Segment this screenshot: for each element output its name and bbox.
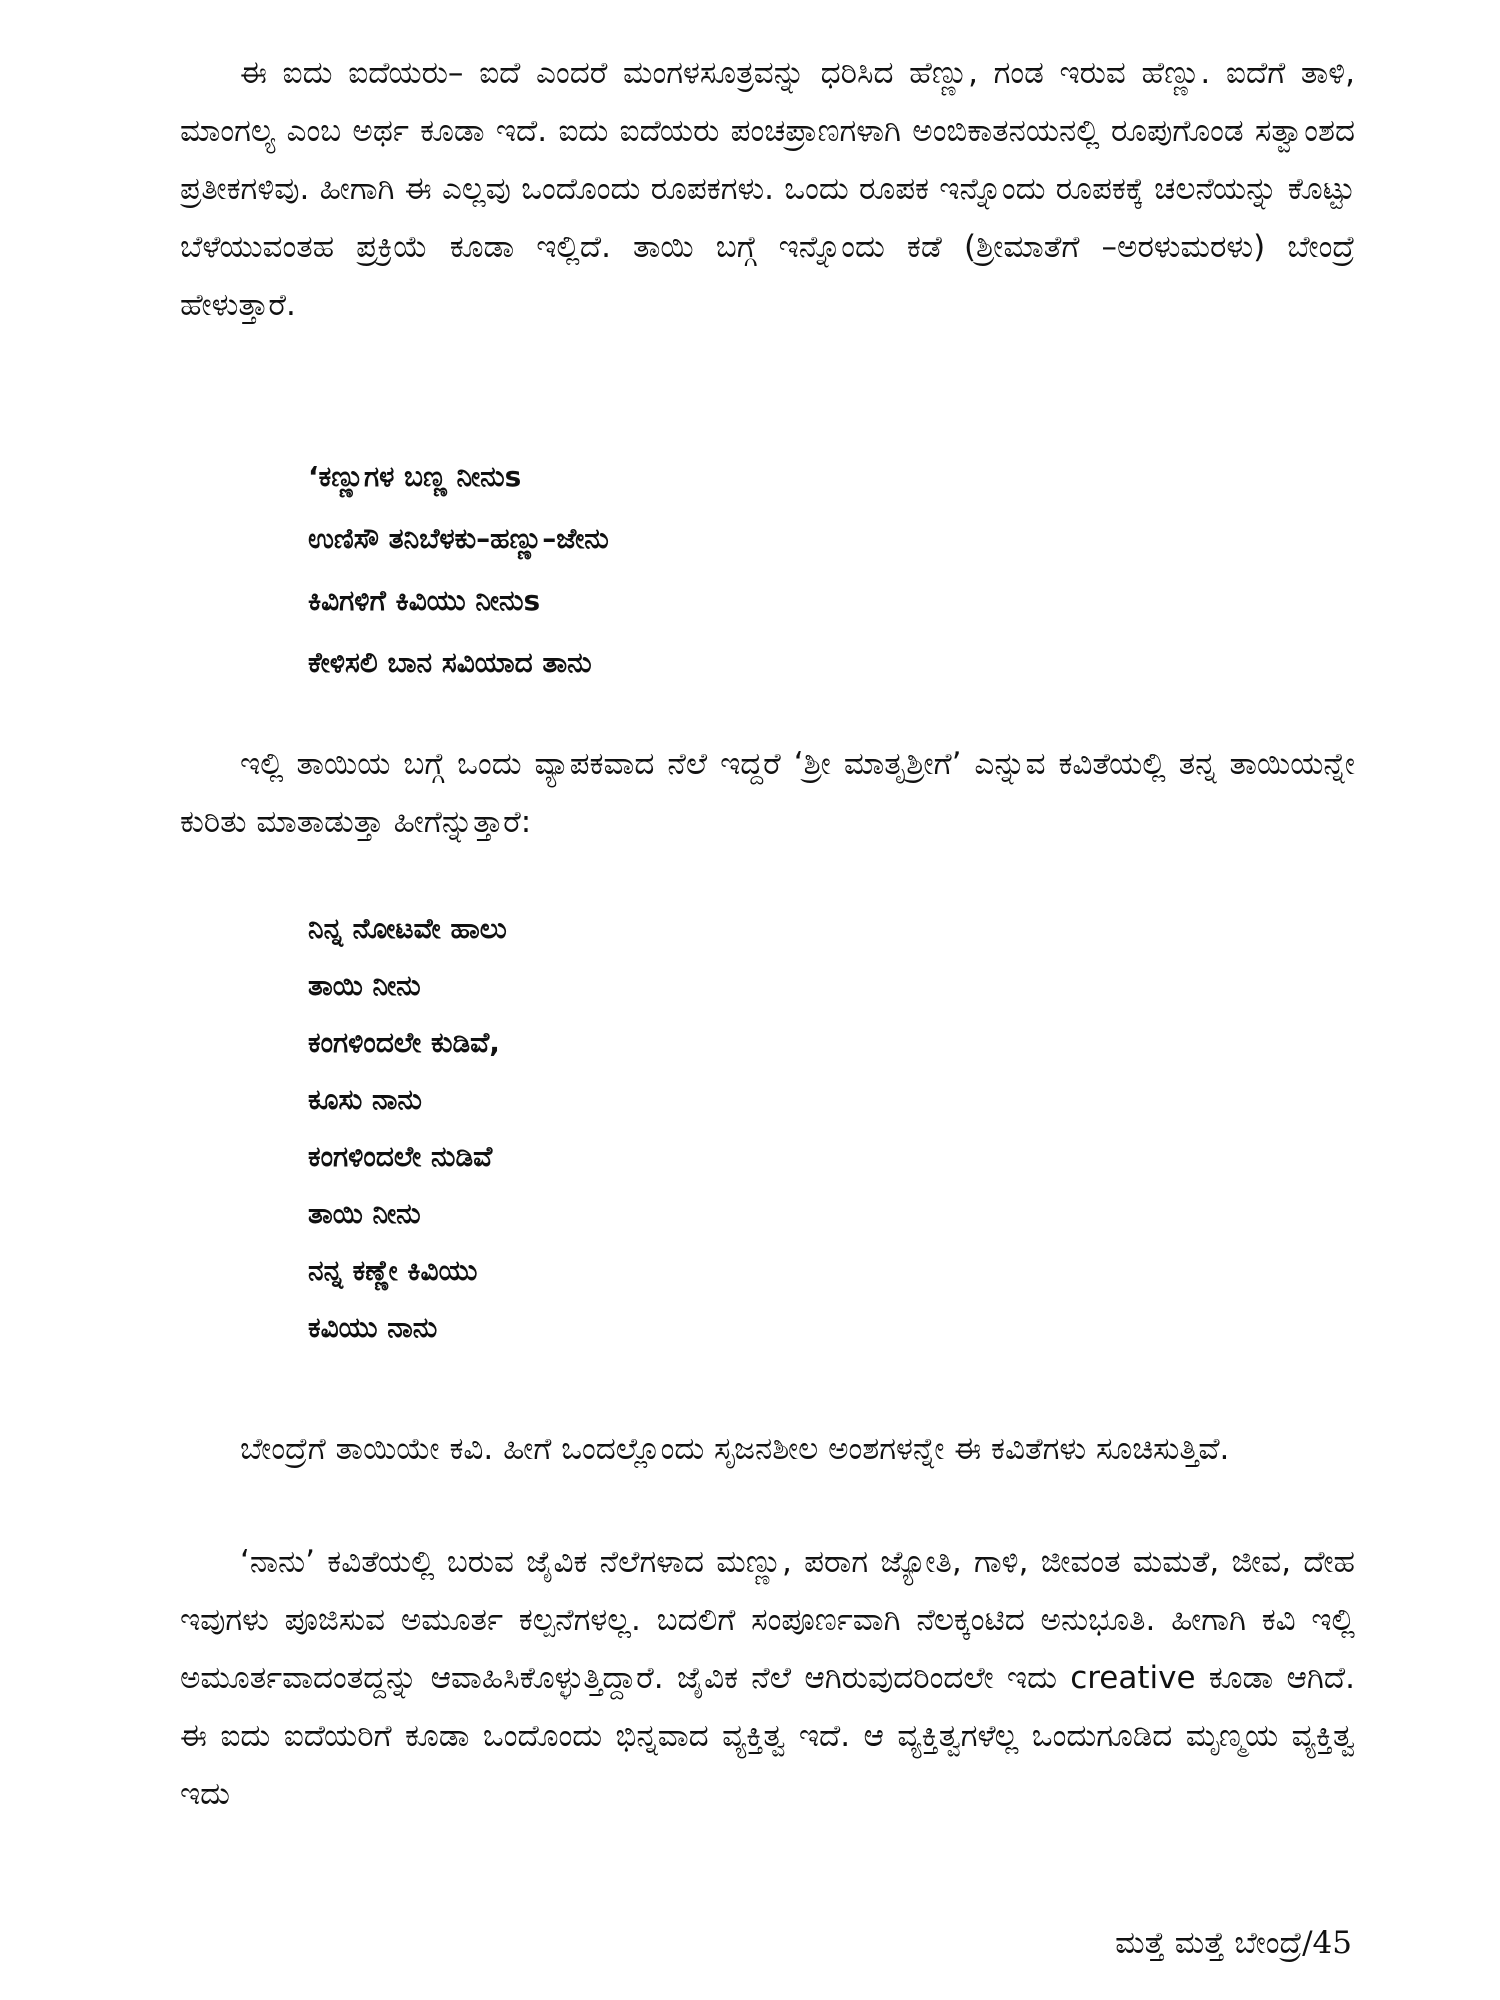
verse-line: ಕಿವಿಗಳಿಗೆ ಕಿವಿಯು ನೀನುs xyxy=(308,584,541,617)
verse-line: ಕೇಳಿಸಲಿ ಬಾನ ಸವಿಯಾದ ತಾನು xyxy=(308,646,592,679)
verse-line: ಕಂಗಳಿಂದಲೇ ನುಡಿವೆ xyxy=(308,1140,493,1173)
verse-line: ತಾಯಿ ನೀನು xyxy=(308,969,421,1002)
paragraph-naanu xyxy=(180,1533,1355,1823)
page-footer: ಮತ್ತೆ ಮತ್ತೆ ಬೇಂದ್ರೆ/45 xyxy=(1115,1925,1352,1961)
paragraph-text: ಈ ಐದು ಐದೆಯರು– ಐದೆ ಎಂದರೆ ಮಂಗಳಸೂತ್ರವನ್ನು ಧರಿಸಿದ ಹೆಣ್ಣು, ಗಂಡ ಇರುವ ಹೆಣ್ಣು. ಐದೆಗೆ ತಾಳಿ, ಮಾಂಗಲ್ಯ ಎಂಬ ಅರ್ಥ ಕೂಡಾ ಇದೆ. ಐದು ಐದೆಯರು ಪಂಚಪ್ರಾಣಗಳಾಗಿ ಅಂಬಿಕಾತನಯನಲ್ಲಿ ರೂಪುಗೊಂಡ ಸತ್ವಾಂಶದ ಪ್ರತೀಕಗಳಿವು. ಹೀಗಾಗಿ ಈ ಎಲ್ಲವು ಒಂದೊಂದು ರೂಪಕಗಳು. ಒಂದು ರೂಪಕ ಇನ್ನೊಂದು ರೂಪಕಕ್ಕೆ ಚಲನೆಯನ್ನು ಕೊಟ್ಟು ಬೆಳೆಯುವಂತಹ ಪ್ರಕ್ರಿಯೆ ಕೂಡಾ ಇಲ್ಲಿದೆ. ತಾಯಿ ಬಗ್ಗೆ ಇನ್ನೊಂದು ಕಡೆ (ಶ್ರೀಮಾತೆಗೆ –ಅರಳುಮರಳು) ಬೇಂದ್ರೆ ಹೇಳುತ್ತಾರೆ. xyxy=(180,55,1355,323)
verse-line: ನಿನ್ನ ನೋಟವೇ ಹಾಲು xyxy=(308,912,507,945)
verse-line: ಕಂಗಳಿಂದಲೇ ಕುಡಿವೆ, xyxy=(308,1026,500,1059)
paragraph-text: ಇಲ್ಲಿ ತಾಯಿಯ ಬಗ್ಗೆ ಒಂದು ವ್ಯಾಪಕವಾದ ನೆಲೆ ಇದ್ದರೆ ‘ಶ್ರೀ ಮಾತೃಶ್ರೀಗೆ’ ಎನ್ನುವ ಕವಿತೆಯಲ್ಲಿ ತನ್ನ ತಾಯಿಯನ್ನೇ ಕುರಿತು ಮಾತಾಡುತ್ತಾ ಹೀಗೆನ್ನುತ್ತಾರೆ: xyxy=(180,746,1355,840)
verse-line: ‘ಕಣ್ಣುಗಳ ಬಣ್ಣ ನೀನುs xyxy=(308,460,522,493)
verse-line: ಉಣಿಸೌ ತನಿಬೆಳಕು–ಹಣ್ಣು–ಜೇನು xyxy=(308,522,609,555)
verse-line: ಕವಿಯು ನಾನು xyxy=(308,1311,438,1344)
verse-line: ನನ್ನ ಕಣ್ಣೇ ಕಿವಿಯು xyxy=(308,1254,478,1287)
paragraph-aideyaru xyxy=(180,44,1355,334)
verse-line: ಕೂಸು ನಾನು xyxy=(308,1083,422,1116)
verse-line: ತಾಯಿ ನೀನು xyxy=(308,1197,421,1230)
paragraph-text: ‘ನಾನು’ ಕವಿತೆಯಲ್ಲಿ ಬರುವ ಜೈವಿಕ ನೆಲೆಗಳಾದ ಮಣ್ಣು, ಪರಾಗ ಜ್ಯೋತಿ, ಗಾಳಿ, ಜೀವಂತ ಮಮತೆ, ಜೀವ, ದೇಹ ಇವುಗಳು ಪೂಜಿಸುವ ಅಮೂರ್ತ ಕಲ್ಪನೆಗಳಲ್ಲ. ಬದಲಿಗೆ ಸಂಪೂರ್ಣವಾಗಿ ನೆಲಕ್ಕಂಟಿದ ಅನುಭೂತಿ. ಹೀಗಾಗಿ ಕವಿ ಇಲ್ಲಿ ಅಮೂರ್ತವಾದಂತದ್ದನ್ನು ಆವಾಹಿಸಿಕೊಳ್ಳುತ್ತಿದ್ದಾರೆ. ಜೈವಿಕ ನೆಲೆ ಆಗಿರುವುದರಿಂದಲೇ ಇದು creative ಕೂಡಾ ಆಗಿದೆ. ಈ ಐದು ಐದೆಯರಿಗೆ ಕೂಡಾ ಒಂದೊಂದು ಭಿನ್ನವಾದ ವ್ಯಕ್ತಿತ್ವ ಇದೆ. ಆ ವ್ಯಕ್ತಿತ್ವಗಳೆಲ್ಲ ಒಂದುಗೂಡಿದ ಮೃಣ್ಮಯ ವ್ಯಕ್ತಿತ್ವ ಇದು xyxy=(180,1544,1355,1812)
paragraph-text: ಬೇಂದ್ರೆಗೆ ತಾಯಿಯೇ ಕವಿ. ಹೀಗೆ ಒಂದಲ್ಲೊಂದು ಸೃಜನಶೀಲ ಅಂಶಗಳನ್ನೇ ಈ ಕವಿತೆಗಳು ಸೂಚಿಸುತ್ತಿವೆ. xyxy=(240,1431,1230,1467)
paragraph-bendre-kavi xyxy=(180,1420,1355,1478)
verse-block-second xyxy=(308,900,507,1356)
verse-block-first xyxy=(308,446,609,694)
paragraph-mother xyxy=(180,735,1355,851)
